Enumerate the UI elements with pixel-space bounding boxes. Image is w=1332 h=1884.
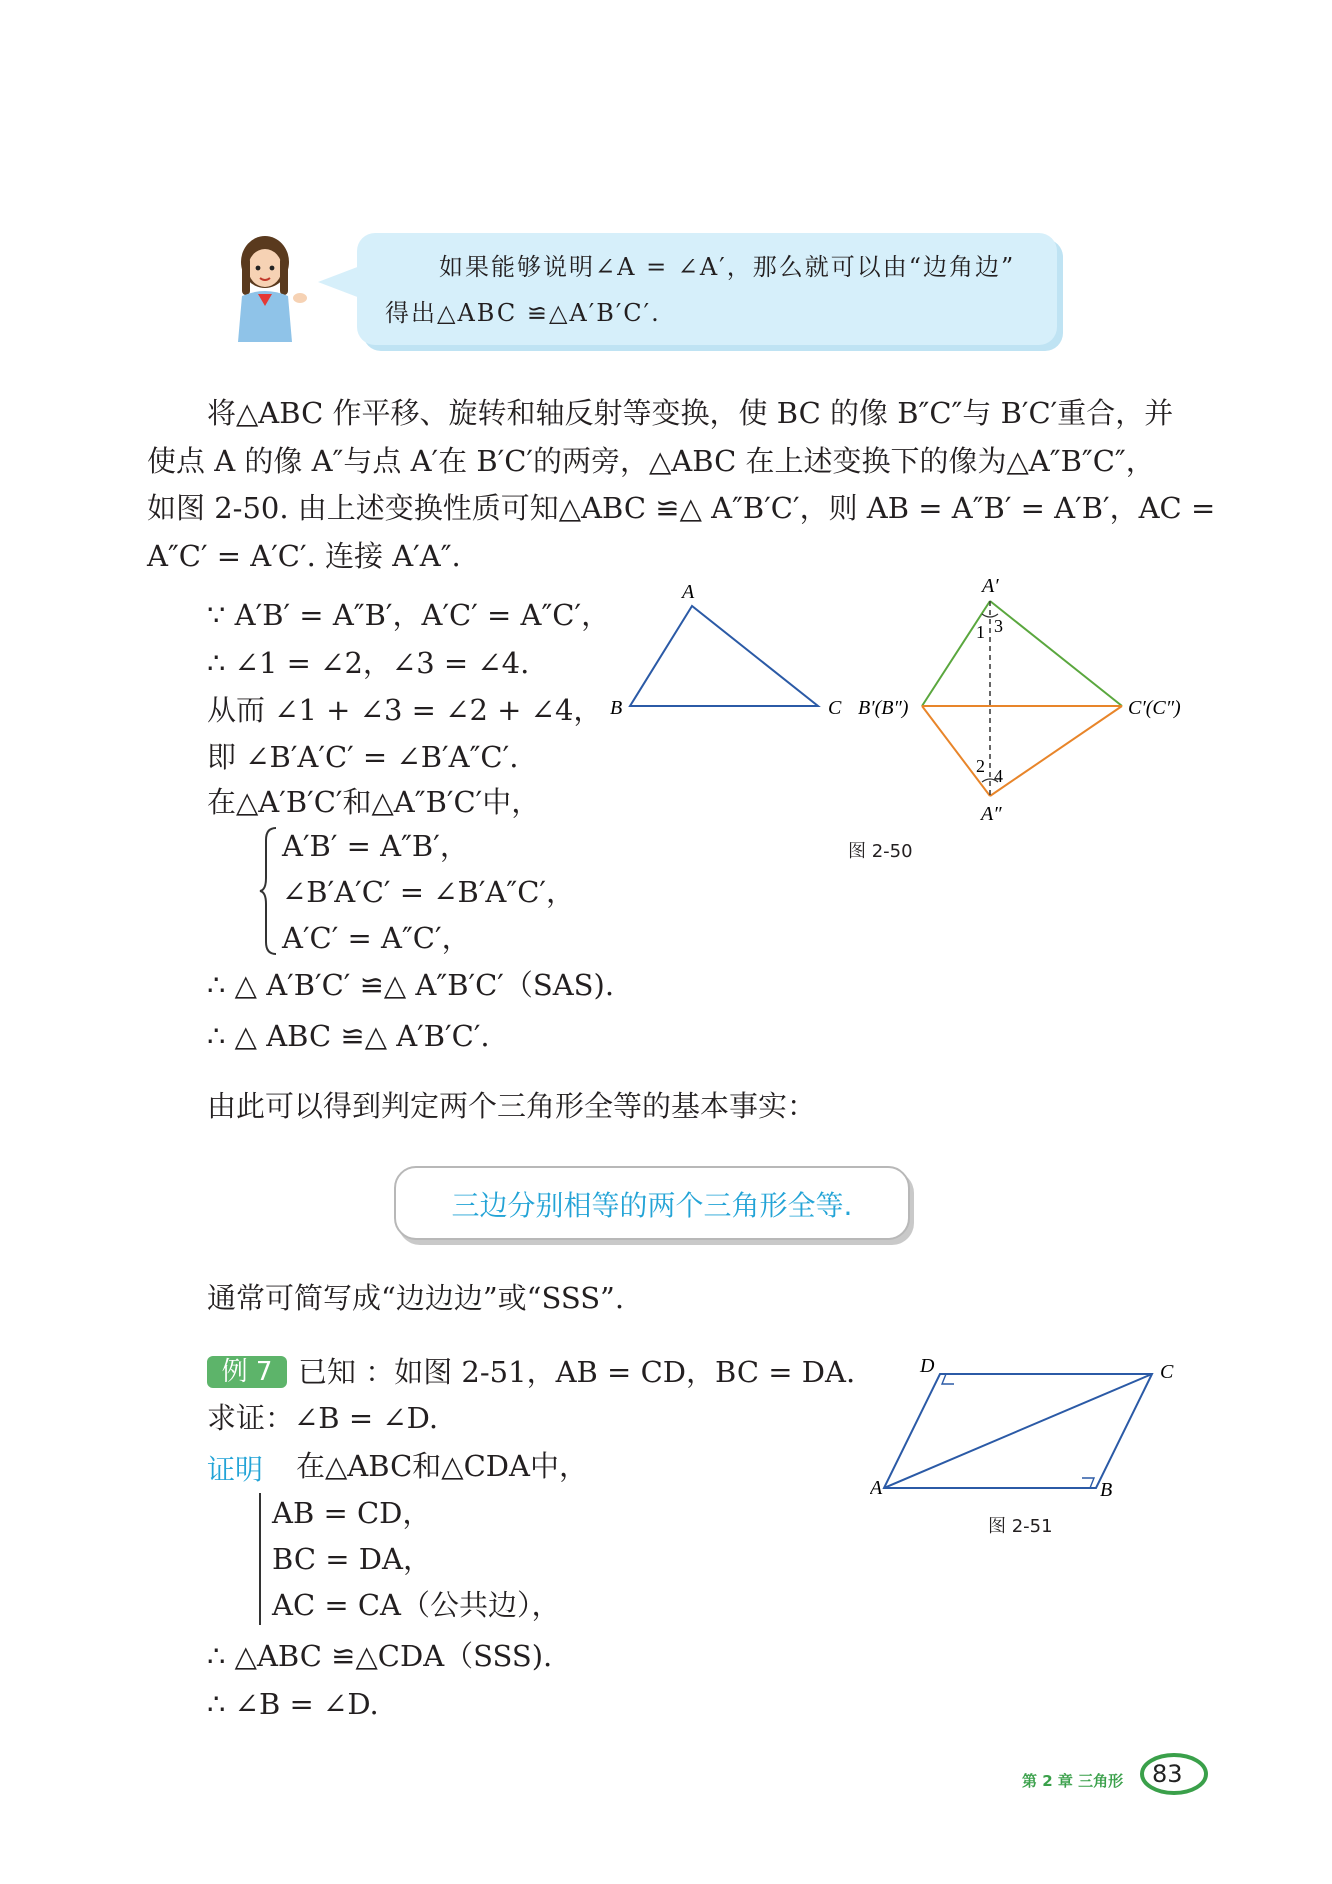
proof-step: ∵ A′B′ = A″B′，A′C′ = A″C′，: [207, 598, 611, 632]
paragraph-line: A″C′ = A′C′. 连接 A′A″.: [147, 539, 461, 573]
theorem-box: [394, 1166, 910, 1240]
angle-label-1: 1: [976, 622, 985, 642]
proof-step: 即 ∠B′A′C′ = ∠B′A″C′.: [207, 740, 519, 774]
figure-2-50-caption: 图 2-50: [848, 841, 913, 862]
figure-2-51: [870, 1350, 1190, 1500]
abbreviation-text: 通常可简写成“边边边”或“SSS”.: [207, 1281, 625, 1315]
label-b: B: [1100, 1479, 1113, 1500]
left-brace: [258, 826, 280, 956]
figure-2-50: [600, 570, 1220, 850]
bracket: [259, 1493, 261, 1625]
brace-line: A′B′ = A″B′，: [282, 829, 469, 863]
brace-line: AB = CD，: [272, 1496, 432, 1530]
bubble-line-2: 得出△ABC ≌△A′B′C′.: [385, 299, 661, 327]
paragraph-line: 使点 A 的像 A″与点 A′在 B′C′的两旁，△ABC 在上述变换下的像为△A″B″C″，: [147, 444, 1155, 478]
label-b-prime: B′(B″): [858, 697, 909, 719]
paragraph-line: 将△ABC 作平移、旋转和轴反射等变换，使 BC 的像 B″C″与 B′C′重合，并: [207, 396, 1174, 430]
example-label: 例 7: [207, 1356, 287, 1388]
paragraph-line: 如图 2-50. 由上述变换性质可知△ABC ≌△ A″B′C′，则 AB = A″B′ = A′B′，AC =: [147, 491, 1216, 525]
segment-bp-app: [922, 706, 990, 796]
label-c: C: [828, 697, 842, 719]
proof-step: ∴ △ABC ≌△CDA（SSS).: [207, 1639, 553, 1673]
example-given: 已知 ：如图 2-51，AB = CD，BC = DA.: [298, 1355, 856, 1389]
figure-2-51-caption: 图 2-51: [988, 1516, 1053, 1537]
brace-line: ∠B′A′C′ = ∠B′A″C′，: [282, 875, 575, 909]
label-a: A: [682, 581, 695, 603]
segment-ap-cp: [990, 601, 1122, 706]
segment-ap-bp: [922, 601, 990, 706]
angle-label-3: 3: [994, 616, 1003, 636]
proof-step: 在△ABC和△CDA中，: [296, 1449, 588, 1483]
label-b: B: [610, 697, 623, 719]
brace-line: BC = DA，: [272, 1542, 432, 1576]
brace-line: AC = CA（公共边），: [272, 1588, 561, 1622]
proof-label: 证明: [207, 1453, 264, 1486]
label-a-prime: A′: [982, 575, 999, 597]
example-prove: 求证：∠B = ∠D.: [207, 1401, 439, 1435]
proof-step: ∴ ∠B = ∠D.: [207, 1687, 379, 1721]
bubble-line-1: 如果能够说明∠A = ∠A′，那么就可以由“边角边”: [439, 253, 1016, 281]
label-a: A: [870, 1477, 883, 1499]
proof-step: 从而 ∠1 + ∠3 = ∠2 + ∠4，: [207, 693, 603, 727]
angle-label-2: 2: [976, 756, 985, 776]
segment-cp-app: [990, 706, 1122, 796]
proof-step: 在△A′B′C′和△A″B′C′中，: [207, 785, 541, 819]
diagonal-ac: [884, 1374, 1152, 1488]
label-a-double-prime: A″: [981, 803, 1002, 825]
speech-bubble: [357, 233, 1057, 345]
intro-text: 由此可以得到判定两个三角形全等的基本事实：: [207, 1089, 817, 1123]
footer-chapter: 第 2 章 三角形: [1022, 1772, 1124, 1790]
brace-line: A′C′ = A″C′，: [282, 921, 471, 955]
girl-illustration: [220, 232, 310, 342]
proof-step: ∴ △ A′B′C′ ≌△ A″B′C′（SAS).: [207, 968, 615, 1002]
label-d: D: [920, 1355, 935, 1377]
label-c: C: [1160, 1361, 1174, 1383]
label-c-prime: C′(C″): [1128, 697, 1181, 719]
proof-step: ∴ ∠1 = ∠2，∠3 = ∠4.: [207, 646, 530, 680]
proof-step: ∴ △ ABC ≌△ A′B′C′.: [207, 1019, 490, 1053]
theorem-text: 三边分别相等的两个三角形全等.: [451, 1189, 853, 1222]
triangle-abc: [630, 606, 818, 706]
page-number: 83: [1152, 1760, 1183, 1788]
angle-label-4: 4: [994, 766, 1003, 786]
speech-bubble-tail: [318, 266, 360, 298]
